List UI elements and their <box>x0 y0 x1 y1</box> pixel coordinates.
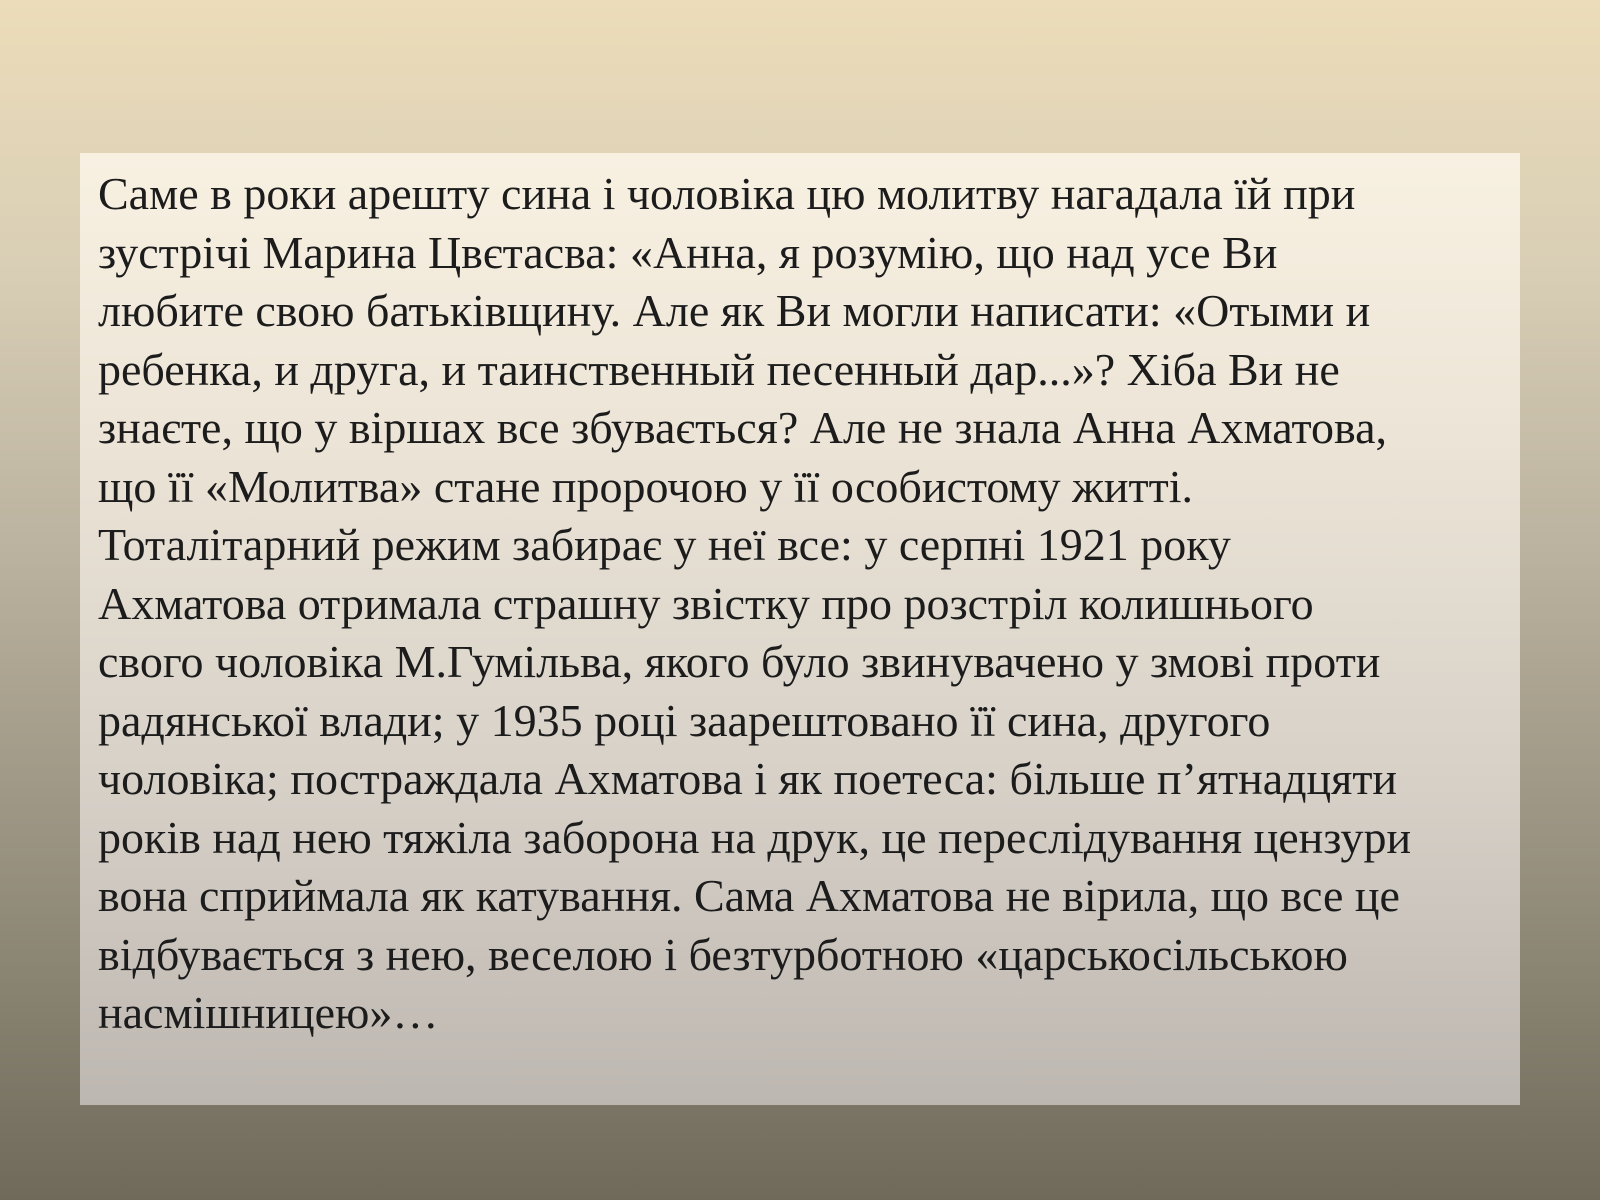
text-line-12: років над нею тяжіла заборона на друк, це переслідування цензури <box>98 811 1412 863</box>
text-line-14: відбувається з нею, веселою і безтурботною «царськосільською <box>98 928 1348 980</box>
text-line-4: ребенка, и друга, и таинственный песенный дар...»? Хіба Ви не <box>98 343 1340 395</box>
text-line-1: Саме в роки арешту сина і чоловіка цю молитву нагадала їй при <box>98 168 1356 219</box>
text-line-8: Ахматова отримала страшну звістку про розстріл колишнього <box>98 577 1314 629</box>
text-line-9: свого чоловіка М.Гумільва, якого було звинувачено у змові проти <box>98 636 1381 687</box>
text-line-11: чоловіка; постраждала Ахматова і як поетеса: більше п’ятнадцяти <box>98 753 1398 804</box>
text-line-3: любите свою батьківщину. Але як Ви могли написати: «Отыми и <box>98 285 1371 336</box>
text-box <box>80 153 1520 1105</box>
body-paragraph <box>98 165 1500 1043</box>
text-line-6: що її «Молитва» стане пророчою у її особистому житті. <box>98 460 1193 512</box>
text-line-2: зустрічі Марина Цвєтасва: «Анна, я розумію, що над усе Ви <box>98 226 1278 278</box>
text-line-15: насмішницею»… <box>98 987 439 1038</box>
text-line-7: Тоталітарний режим забирає у неї все: у серпні 1921 року <box>98 519 1231 570</box>
text-line-13: вона сприймала як катування. Сама Ахматова не вірила, що все це <box>98 870 1400 921</box>
text-line-5: знаєте, що у віршах все збувається? Але не знала Анна Ахматова, <box>98 402 1387 453</box>
text-line-10: радянської влади; у 1935 році заарештовано її сина, другого <box>98 694 1271 746</box>
